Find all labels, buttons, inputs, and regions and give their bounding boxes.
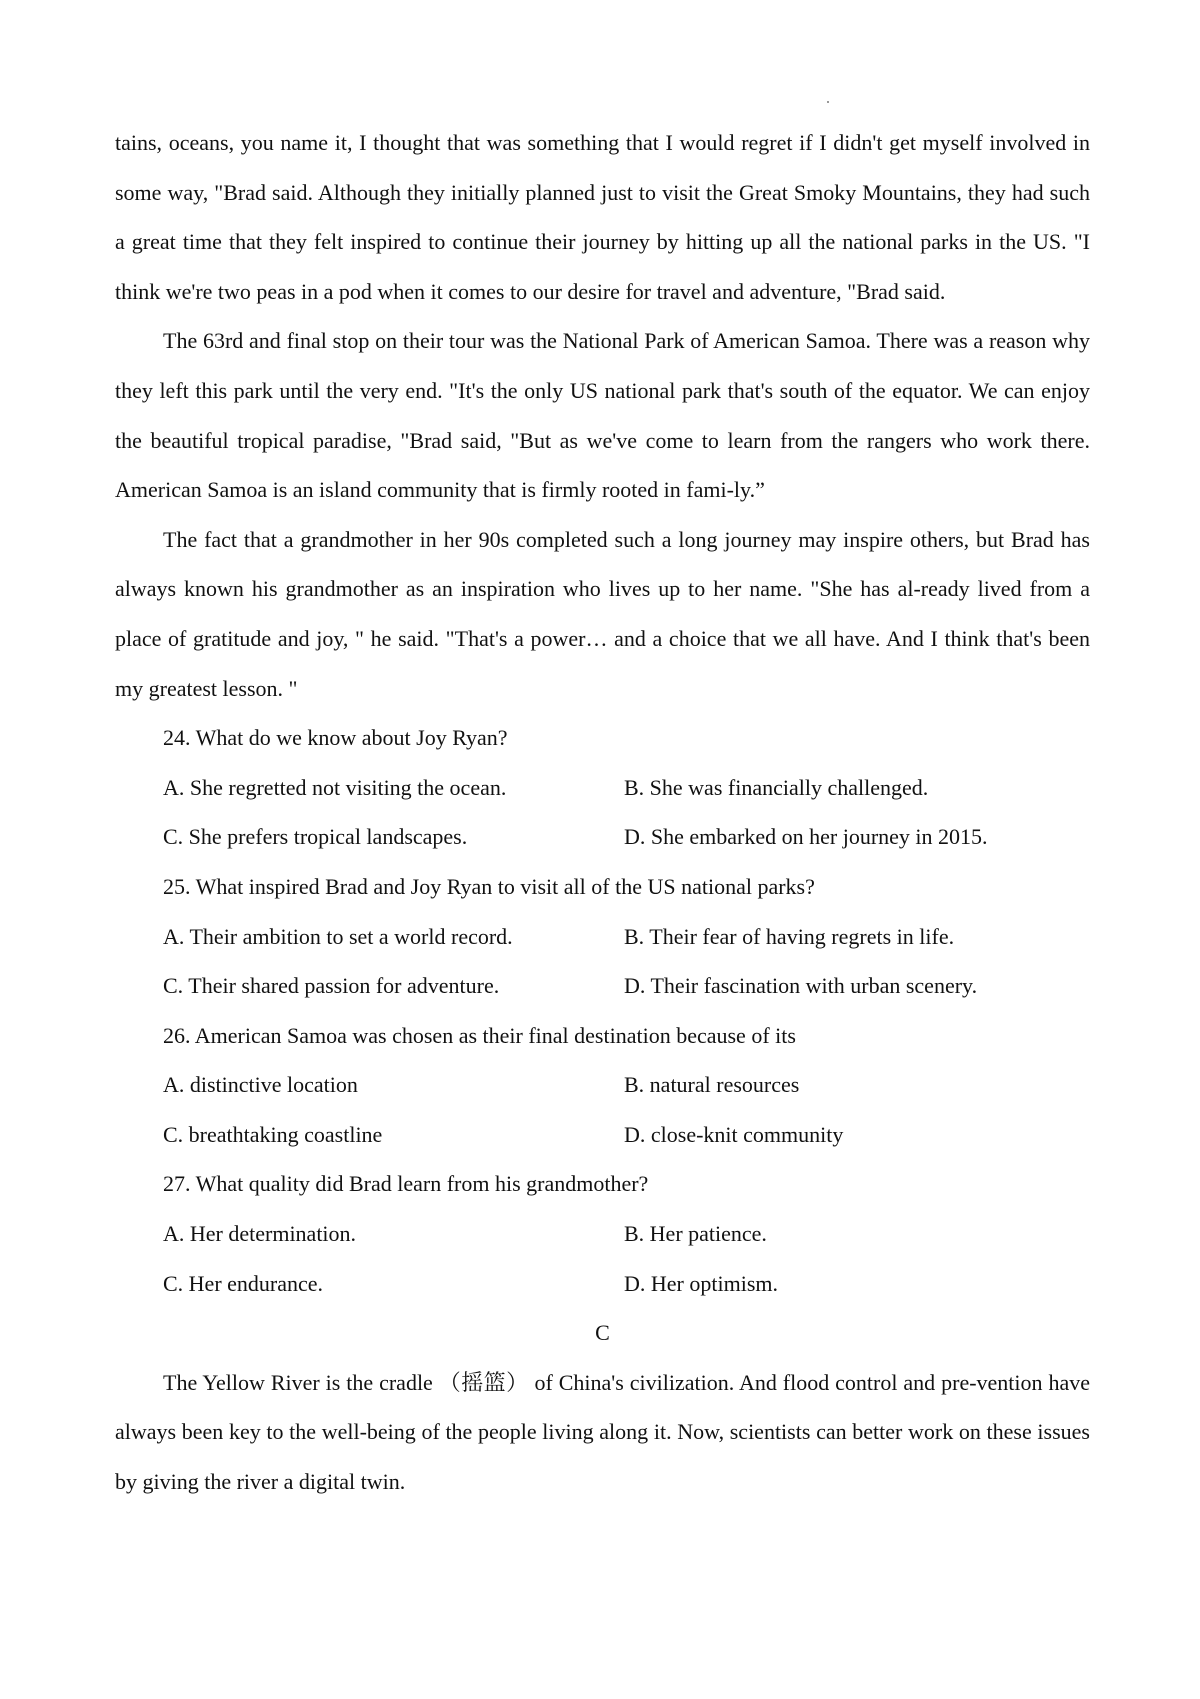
option-b: B. Her patience. [624, 1221, 767, 1247]
option-a: A. Her determination. [163, 1221, 357, 1247]
option-a: A. Their ambition to set a world record. [163, 923, 513, 949]
passage-b-paragraph-2: The 63rd and final stop on their tour was the National Park of American Samoa. There was a reason why they left this park until the very end. "It's the only US national park that's south of the equator. We can enjoy the beautiful tropical paradise, "Brad said, "But as we've come to learn from the rangers who work there. American Samoa is an island community that is firmly rooted in fami-ly.” [115, 328, 1090, 503]
scan-speck [827, 101, 829, 103]
option-c: C. breathtaking coastline [163, 1121, 383, 1147]
option-grid [115, 1060, 1090, 1159]
question-stem: 27. What quality did Brad learn from his grandmother? [163, 1171, 649, 1197]
passage-b-paragraph-1: tains, oceans, you name it, I thought that was something that I would regret if I didn't get myself involved in some way, "Brad said. Although they initially planned just to visit the Great Smoky Mountains, they had such a great time that they felt inspired to continue their journey by hitting up all the national parks in the US. "I think we're two peas in a pod when it comes to our desire for travel and adventure, "Brad said. [115, 130, 1090, 304]
question-24 [115, 713, 1090, 862]
option-grid [115, 763, 1090, 862]
question-stem: 24. What do we know about Joy Ryan? [163, 725, 508, 751]
option-d: D. Her optimism. [624, 1270, 778, 1296]
question-stem: 26. American Samoa was chosen as their final destination because of its [163, 1022, 796, 1048]
option-d: D. She embarked on her journey in 2015. [624, 824, 988, 850]
option-d: D. Their fascination with urban scenery. [624, 973, 978, 999]
question-27 [115, 1159, 1090, 1308]
option-b: B. natural resources [624, 1072, 800, 1098]
question-stem: 25. What inspired Brad and Joy Ryan to visit all of the US national parks? [163, 873, 815, 899]
question-26 [115, 1011, 1090, 1160]
document-page [115, 118, 1090, 1507]
option-a: A. distinctive location [163, 1072, 358, 1098]
option-c: C. Her endurance. [163, 1270, 324, 1296]
option-b: B. Their fear of having regrets in life. [624, 923, 955, 949]
section-c-heading: C [595, 1320, 610, 1346]
option-a: A. She regretted not visiting the ocean. [163, 774, 507, 800]
passage-c-paragraph-1: The Yellow River is the cradle （摇篮） of China's civilization. And flood control and pre-vention have always been key to the well-being of the people living along it. Now, scientists can better work on these issues by giving the river a digital twin. [115, 1369, 1090, 1495]
option-b: B. She was financially challenged. [624, 774, 929, 800]
option-c: C. Their shared passion for adventure. [163, 973, 500, 999]
passage-b-paragraph-3: The fact that a grandmother in her 90s completed such a long journey may inspire others, but Brad has always known his grandmother as an inspiration who lives up to her name. "She has al-ready lived from a place of gratitude and joy, " he said. "That's a power… and a choice that we all have. And I think that's been my greatest lesson. " [115, 526, 1090, 701]
option-grid [115, 1209, 1090, 1308]
option-d: D. close-knit community [624, 1121, 844, 1147]
option-grid [115, 912, 1090, 1011]
question-25 [115, 862, 1090, 1011]
option-c: C. She prefers tropical landscapes. [163, 824, 468, 850]
